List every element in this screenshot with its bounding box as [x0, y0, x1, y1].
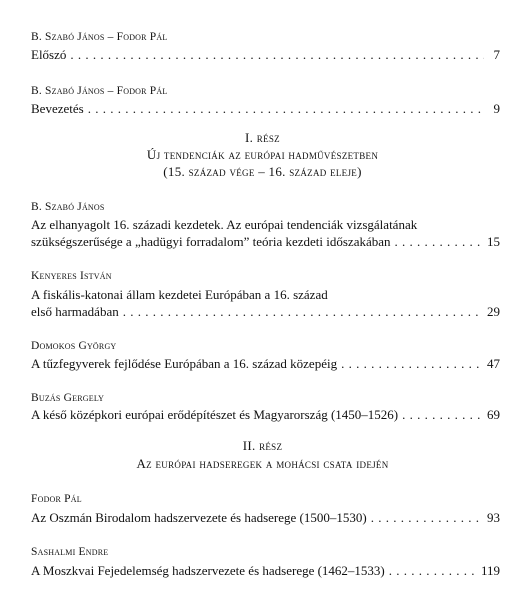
part-subtitle: (15. század vége – 16. század eleje) — [163, 164, 362, 179]
dot-leader — [70, 47, 484, 62]
toc-entry-line[interactable] — [31, 563, 500, 578]
entry-author: B. Szabó János – Fodor Pál — [31, 85, 168, 97]
toc-entry-introduction[interactable] — [31, 101, 500, 116]
page-number: 29 — [487, 304, 500, 319]
entry-title: A Moszkvai Fejedelemség hadszervezete és hadserege (1462–1533) — [31, 563, 385, 578]
entry-title[interactable]: A fiskális-katonai állam kezdetei Európában a 16. század — [31, 287, 328, 302]
entry-title: A tűzfegyverek fejlődése Európában a 16. század közepéig — [31, 356, 338, 371]
part-number: II. rész — [242, 438, 283, 453]
page-number: 9 — [493, 101, 500, 116]
page-number: 119 — [480, 563, 500, 578]
entry-title: Bevezetés — [31, 101, 84, 116]
toc-entry-line[interactable] — [31, 510, 500, 525]
toc-entry-line[interactable] — [31, 407, 500, 422]
entry-author: Fodor Pál — [31, 493, 82, 505]
entry-title: Előszó — [31, 47, 67, 62]
part-title: Új tendenciák az európai hadművészetben — [146, 147, 379, 162]
dot-leader — [341, 356, 483, 371]
entry-title-continued: első harmadában — [31, 304, 119, 319]
entry-title: Az Oszmán Birodalom hadszervezete és hadserege (1500–1530) — [31, 510, 367, 525]
dot-leader — [402, 407, 483, 422]
entry-author: Sashalmi Endre — [31, 546, 109, 558]
entry-title-continued: szükségszerűsége a „hadügyi forradalom” teória kezdeti időszakában — [31, 234, 391, 249]
page-number: 15 — [487, 234, 500, 249]
entry-author: B. Szabó János — [31, 201, 105, 213]
page-number: 69 — [487, 407, 500, 422]
page-number: 47 — [487, 356, 500, 371]
toc-entry-preface[interactable] — [31, 47, 500, 62]
entry-author: Domokos György — [31, 340, 117, 352]
entry-author: Kenyeres István — [31, 270, 112, 282]
entry-author: B. Szabó János – Fodor Pál — [31, 31, 168, 43]
dot-leader — [395, 234, 483, 249]
toc-entry-line[interactable] — [31, 234, 500, 249]
page-number: 93 — [487, 510, 500, 525]
entry-author: Buzás Gergely — [31, 392, 105, 404]
page-number: 7 — [493, 47, 500, 62]
part-number: I. rész — [245, 130, 280, 145]
dot-leader — [123, 304, 483, 319]
part-title: Az európai hadseregek a mohácsi csata idején — [136, 456, 389, 471]
dot-leader — [389, 563, 477, 578]
dot-leader — [88, 101, 484, 116]
entry-title[interactable]: Az elhanyagolt 16. századi kezdetek. Az európai tendenciák vizsgálatának — [31, 217, 418, 232]
dot-leader — [371, 510, 483, 525]
entry-title: A késő középkori európai erődépítészet és Magyarország (1450–1526) — [31, 407, 399, 422]
toc-entry-line[interactable] — [31, 356, 500, 371]
toc-entry-line[interactable] — [31, 304, 500, 319]
